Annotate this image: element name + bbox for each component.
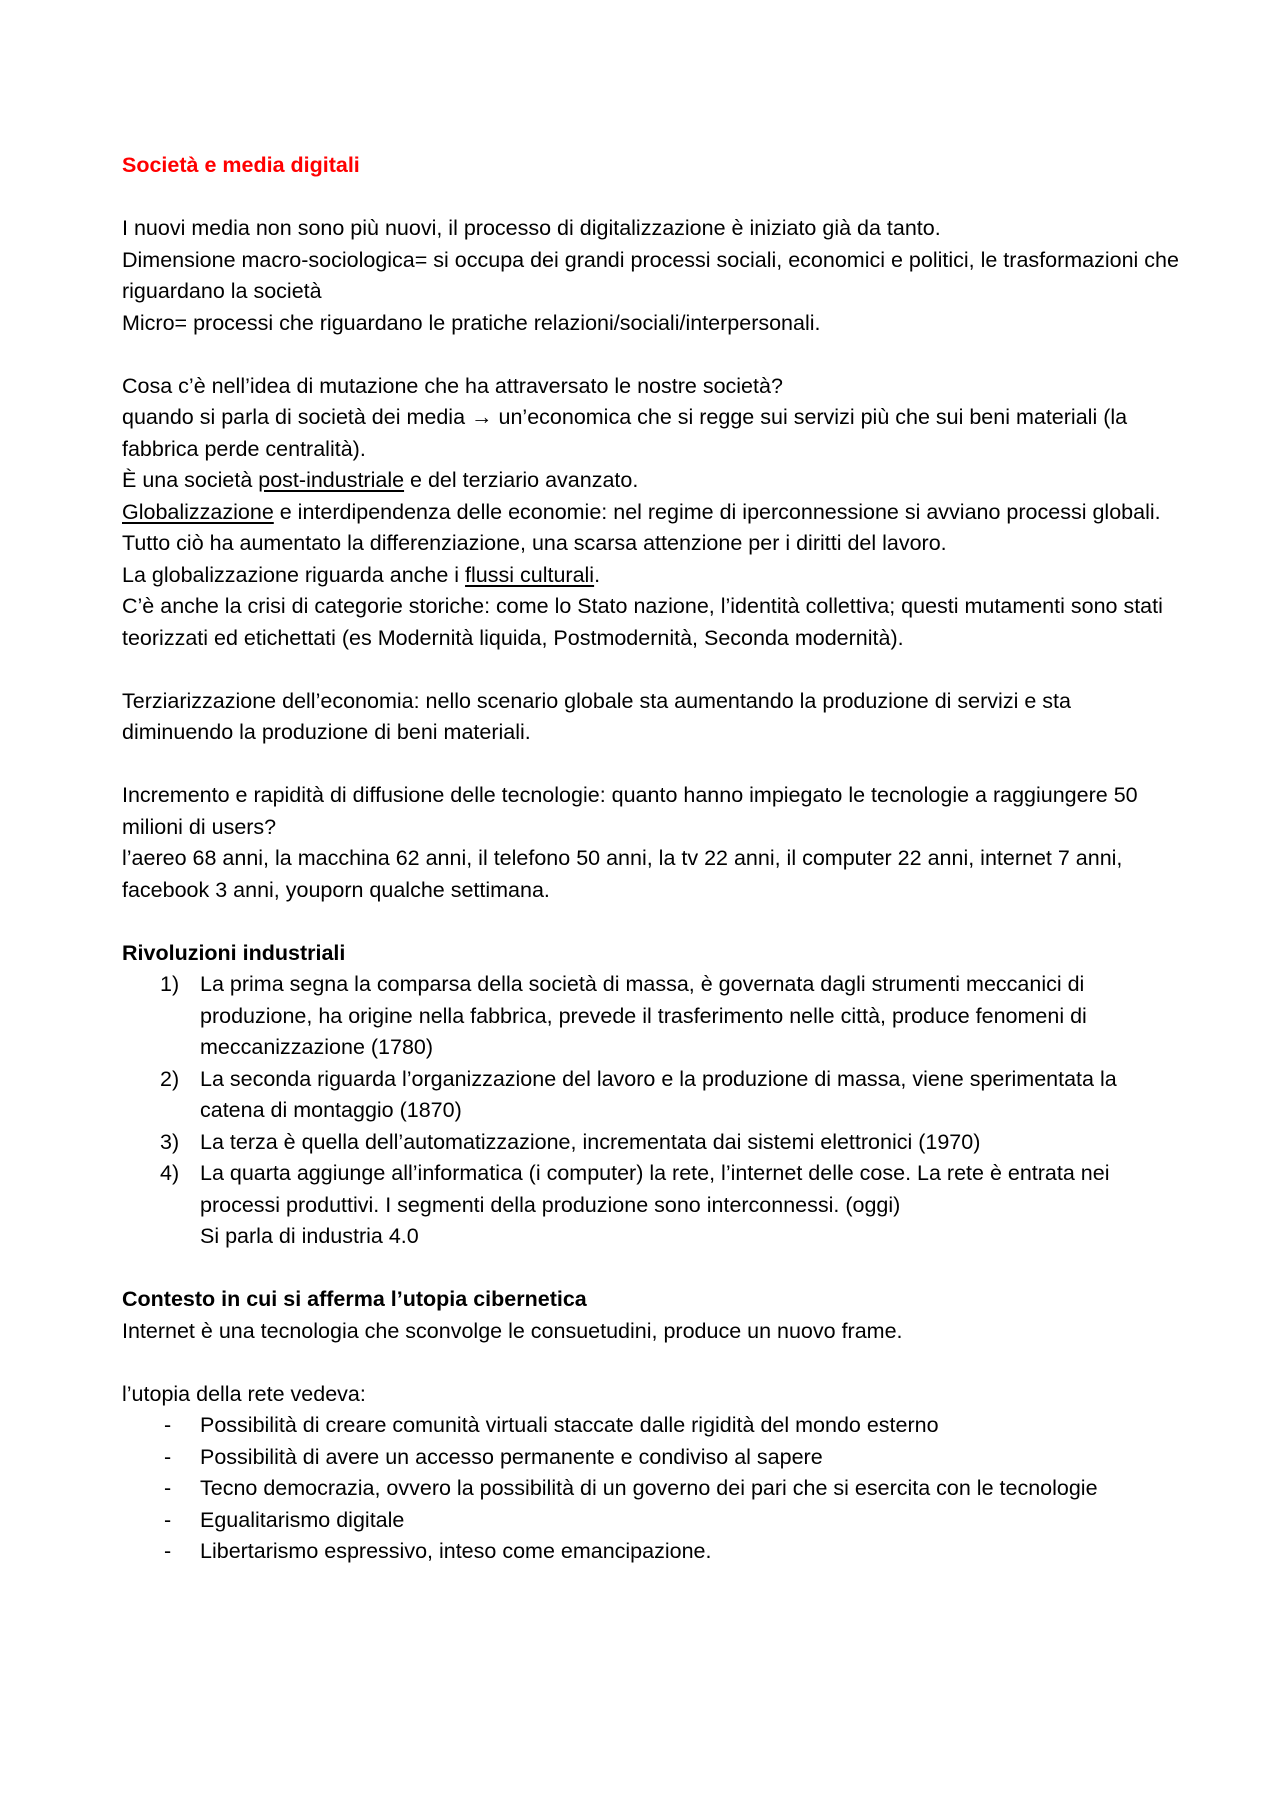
terziarizzazione-paragraph: Terziarizzazione dell’economia: nello scenario globale sta aumentando la produzione di servizi e sta diminuendo la produzione di beni materiali. xyxy=(122,688,1071,744)
intro-paragraph-1: I nuovi media non sono più nuovi, il processo di digitalizzazione è iniziato già da tanto. xyxy=(122,216,941,240)
contesto-paragraph: Internet è una tecnologia che sconvolge le consuetudini, produce un nuovo frame. xyxy=(122,1318,903,1343)
mutazione-sentence-6: C’è anche la crisi di categorie storiche: come lo Stato nazione, l’identità collettiva; questi mutamenti sono stati teorizzati ed etichettati (es Modernità liquida, Postmodernità, Seconda modernità). xyxy=(122,594,1163,650)
list-item: - Egualitarismo digitale xyxy=(164,1507,405,1532)
underlined-term: Globalizzazione xyxy=(122,499,274,524)
mutazione-sentence-5: La globalizzazione riguarda anche i flussi culturali. xyxy=(122,562,601,587)
intro-paragraph-3: Micro= processi che riguardano le pratiche relazioni/sociali/interpersonali. xyxy=(122,310,821,335)
mutazione-sentence-1: quando si parla di società dei media → un’economica che si regge sui servizi più che sui beni materiali (la fabbrica perde centralità). xyxy=(122,405,1128,461)
list-item: - Libertarismo espressivo, inteso come emancipazione. xyxy=(164,1539,712,1563)
intro-paragraph-2: Dimensione macro-sociologica= si occupa dei grandi processi sociali, economici e politici, le trasformazioni che riguardano la società xyxy=(122,247,1179,303)
mutazione-question: Cosa c’è nell’idea di mutazione che ha attraversato le nostre società? xyxy=(122,373,783,398)
document-title: Società e media digitali xyxy=(122,153,360,177)
list-item: 1) La prima segna la comparsa della società di massa, è governata dagli strumenti meccanici di produzione, ha origine nella fabbrica, prevede il trasferimento nelle città, produce fenomeni di meccanizzazione (1780) xyxy=(160,972,1087,1059)
underlined-term: post-industriale xyxy=(258,468,405,492)
list-item: - Tecno democrazia, ovvero la possibilità di un governo dei pari che si esercita con le tecnologie xyxy=(164,1476,1098,1500)
mutazione-sentence-3: Globalizzazione e interdipendenza delle economie: nel regime di iperconnessione si avviano processi globali. xyxy=(122,499,1161,524)
utopia-list xyxy=(122,1410,1182,1568)
arrow-right-icon: → xyxy=(471,405,493,429)
underlined-term: flussi culturali xyxy=(465,562,595,587)
rivoluzioni-heading: Rivoluzioni industriali xyxy=(122,940,346,965)
list-item: 2) La seconda riguarda l’organizzazione del lavoro e la produzione di massa, viene sperimentata la catena di montaggio (1870) xyxy=(160,1066,1117,1122)
rivoluzioni-list xyxy=(122,969,1182,1253)
contesto-heading: Contesto in cui si afferma l’utopia cibernetica xyxy=(122,1287,587,1311)
list-item: 4) La quarta aggiunge all’informatica (i computer) la rete, l’internet delle cose. La rete è entrata nei processi produttivi. I segmenti della produzione sono interconnessi. (oggi) Si parla di industria 4.0 xyxy=(160,1161,1110,1248)
mutazione-sentence-4: Tutto ciò ha aumentato la differenziazione, una scarsa attenzione per i diritti del lavoro. xyxy=(122,531,947,555)
document-page xyxy=(122,150,1182,1568)
list-item: 3) La terza è quella dell’automatizzazione, incrementata dai sistemi elettronici (1970) xyxy=(160,1129,981,1154)
list-item: - Possibilità di creare comunità virtuali staccate dalle rigidità del mondo esterno xyxy=(164,1413,939,1437)
mutazione-sentence-2: È una società post-industriale e del terziario avanzato. xyxy=(122,468,639,492)
incremento-paragraph-2: l’aereo 68 anni, la macchina 62 anni, il telefono 50 anni, la tv 22 anni, il computer 22 anni, internet 7 anni, facebook 3 anni, youporn qualche settimana. xyxy=(122,846,1123,902)
utopia-intro: l’utopia della rete vedeva: xyxy=(122,1381,366,1406)
list-item: - Possibilità di avere un accesso permanente e condiviso al sapere xyxy=(164,1444,823,1469)
incremento-paragraph-1: Incremento e rapidità di diffusione delle tecnologie: quanto hanno impiegato le tecnologie a raggiungere 50 milioni di users? xyxy=(122,783,1138,839)
